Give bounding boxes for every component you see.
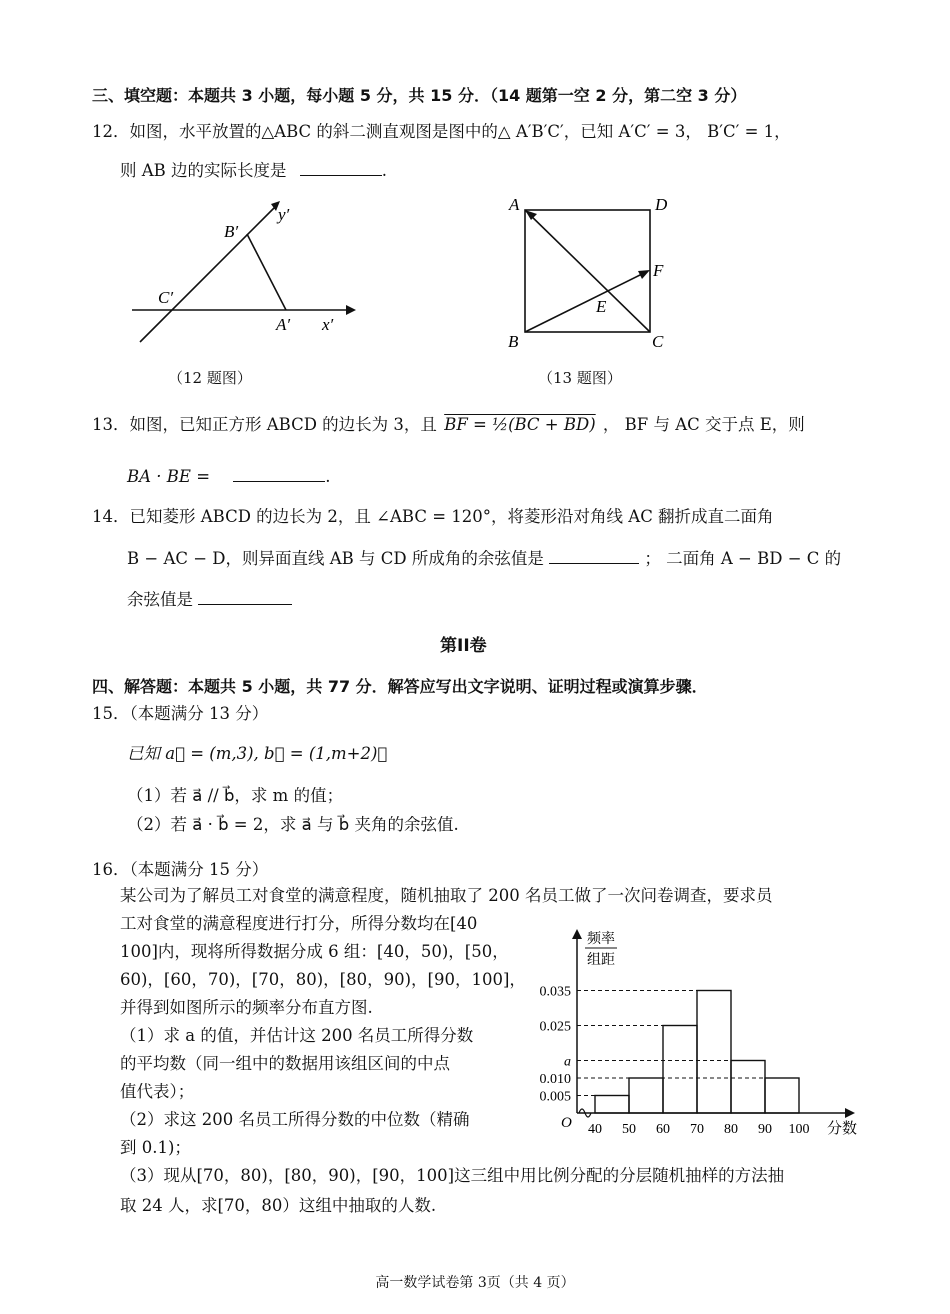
q13-dot-product: BA · BE = bbox=[127, 467, 211, 486]
q13-formula: BF = ½(BC + BD) bbox=[444, 415, 596, 434]
histogram-labels bbox=[540, 931, 858, 1137]
section4-heading: 四、解答题：本题共 5 小题，共 77 分．解答应写出文字说明、证明过程或演算步骤． bbox=[92, 677, 708, 696]
hist-x-axis-label: 分数 bbox=[827, 1121, 858, 1137]
q16-part1-b: 的平均数（同一组中的数据用该组区间的中点 bbox=[120, 1054, 450, 1073]
q16-part2-a: （2）求这 200 名员工所得分数的中位数（精确 bbox=[120, 1110, 470, 1129]
q14-answer-blank-2 bbox=[198, 588, 292, 605]
q14-line2-b: ； 二面角 A − BD − C 的 bbox=[644, 549, 842, 568]
q12-figure bbox=[120, 192, 360, 352]
q15-part1: （1）若 a⃗ // b⃗，求 m 的值； bbox=[127, 786, 344, 805]
q12-caption: （12 题图） bbox=[168, 369, 252, 387]
hist-bar bbox=[731, 1061, 765, 1114]
q13-arrow-a-icon bbox=[525, 210, 537, 220]
hist-y-tick-label: 0.005 bbox=[539, 1089, 571, 1105]
q14-line2-a: B − AC − D，则异面直线 AB 与 CD 所成角的余弦值是 bbox=[127, 549, 544, 568]
hist-x-tick-label: 90 bbox=[758, 1122, 772, 1137]
q13-line1-end: ， BF 与 AC 交于点 E，则 bbox=[602, 415, 805, 434]
q13-label-b: B bbox=[508, 332, 519, 351]
q12-line2-end: . bbox=[381, 161, 388, 180]
q16-title: 16．（本题满分 15 分） bbox=[92, 860, 269, 879]
hist-y-tick-label: 0.035 bbox=[539, 984, 571, 1000]
q16-part1-c: 值代表）； bbox=[120, 1082, 195, 1101]
hist-y-tick-label: a bbox=[564, 1054, 571, 1070]
hist-bar bbox=[595, 1096, 629, 1114]
q12-label-c: C′ bbox=[158, 288, 174, 307]
q13-label-e: E bbox=[596, 297, 607, 316]
q15-title: 15．（本题满分 13 分） bbox=[92, 704, 269, 723]
hist-x-tick-label: 50 bbox=[622, 1122, 636, 1137]
hist-y-tick-label: 0.010 bbox=[539, 1072, 571, 1087]
q13-diagonal-ac bbox=[525, 210, 650, 332]
hist-x-tick-label: 60 bbox=[656, 1122, 670, 1137]
q13-caption: （13 题图） bbox=[538, 369, 622, 387]
q12-edge-ba bbox=[247, 234, 286, 310]
q12-label-x: x′ bbox=[322, 315, 334, 334]
hist-y-label-bottom: 组距 bbox=[587, 953, 615, 968]
q16-part3-b: 取 24 人，求[70，80）这组中抽取的人数. bbox=[120, 1196, 437, 1215]
q16-intro-1: 某公司为了解员工对食堂的满意程度，随机抽取了 200 名员工做了一次问卷调查，要求员 bbox=[120, 886, 773, 905]
section3-heading: 三、填空题：本题共 3 小题，每小题 5 分，共 15 分．（14 题第一空 2 分，第二空 3 分） bbox=[92, 86, 747, 105]
hist-bar bbox=[629, 1078, 663, 1113]
q12-label-a: A′ bbox=[276, 315, 291, 334]
histogram-chart bbox=[525, 925, 860, 1140]
q12-label-b: B′ bbox=[224, 222, 239, 241]
q15-given: 已知 a⃗ = (m,3), b⃗ = (1,m+2)． bbox=[127, 744, 388, 763]
q16-intro-4: 60)，[60，70)，[70，80)，[80，90)，[90，100]， bbox=[120, 970, 526, 989]
q13-answer-blank bbox=[233, 465, 325, 482]
q14-line1: 14．已知菱形 ABCD 的边长为 2，且 ∠ABC = 120°，将菱形沿对角线 AC 翻折成直二面角 bbox=[92, 507, 774, 526]
hist-bar bbox=[697, 991, 731, 1114]
q16-part3-a: （3）现从[70，80)，[80，90)，[90，100]这三组中用比例分配的分层随机抽样的方法抽 bbox=[120, 1166, 785, 1185]
hist-x-tick-label: 70 bbox=[690, 1122, 704, 1137]
q13-line2 bbox=[127, 465, 331, 488]
q13-figure bbox=[500, 190, 690, 355]
q16-part2-b: 到 0.1)； bbox=[120, 1138, 191, 1157]
q12-line2-text: 则 AB 边的实际长度是 bbox=[120, 161, 287, 180]
q12-answer-blank bbox=[300, 159, 382, 176]
q12-line2 bbox=[120, 159, 387, 182]
q13-arrow-f-icon bbox=[638, 270, 650, 279]
q13-line1-start: 13．如图，已知正方形 ABCD 的边长为 3，且 bbox=[92, 415, 437, 434]
hist-origin-label: O bbox=[561, 1115, 572, 1131]
hist-y-arrow-icon bbox=[572, 929, 582, 939]
q13-label-d: D bbox=[655, 195, 668, 214]
q13-line1 bbox=[92, 414, 805, 436]
hist-y-tick-label: 0.025 bbox=[539, 1019, 571, 1035]
q12-x-arrow-icon bbox=[346, 305, 356, 315]
q13-label-a: A bbox=[509, 195, 520, 214]
hist-x-tick-label: 100 bbox=[788, 1122, 810, 1137]
hist-x-tick-label: 80 bbox=[724, 1122, 738, 1137]
q16-intro-5: 并得到如图所示的频率分布直方图. bbox=[120, 998, 373, 1017]
q16-intro-2: 工对食堂的满意程度进行打分，所得分数均在[40 bbox=[120, 914, 478, 933]
hist-x-tick-label: 40 bbox=[588, 1122, 602, 1137]
page-footer: 高一数学试卷第 3页（共 4 页） bbox=[375, 1275, 575, 1291]
q13-line2-end: . bbox=[325, 467, 331, 486]
hist-bar bbox=[663, 1026, 697, 1114]
q13-label-c: C bbox=[652, 332, 664, 351]
q16-intro-3: 100]内，现将所得数据分成 6 组：[40，50)，[50， bbox=[120, 942, 509, 961]
q14-answer-blank-1 bbox=[549, 547, 639, 564]
q14-line3 bbox=[127, 588, 292, 611]
q13-label-f: F bbox=[653, 261, 664, 280]
q12-y-axis bbox=[140, 206, 276, 342]
q14-line3-text: 余弦值是 bbox=[127, 590, 193, 609]
q15-part2: （2）若 a⃗ · b⃗ = 2，求 a⃗ 与 b⃗ 夹角的余弦值. bbox=[127, 815, 459, 834]
q14-line2 bbox=[127, 547, 841, 570]
hist-bar bbox=[765, 1078, 799, 1113]
histogram-bars bbox=[595, 991, 799, 1114]
hist-x-arrow-icon bbox=[845, 1108, 855, 1118]
q13-segment-bf bbox=[525, 274, 642, 332]
q16-part1-a: （1）求 a 的值，并估计这 200 名员工所得分数 bbox=[120, 1026, 474, 1045]
hist-y-label-top: 频率 bbox=[587, 932, 615, 947]
q12-label-y: y′ bbox=[278, 205, 290, 224]
q12-line1: 12．如图，水平放置的△ABC 的斜二测直观图是图中的△ A′B′C′，已知 A′C′ = 3， B′C′ = 1， bbox=[92, 122, 791, 141]
part2-title: 第II卷 bbox=[440, 636, 487, 656]
